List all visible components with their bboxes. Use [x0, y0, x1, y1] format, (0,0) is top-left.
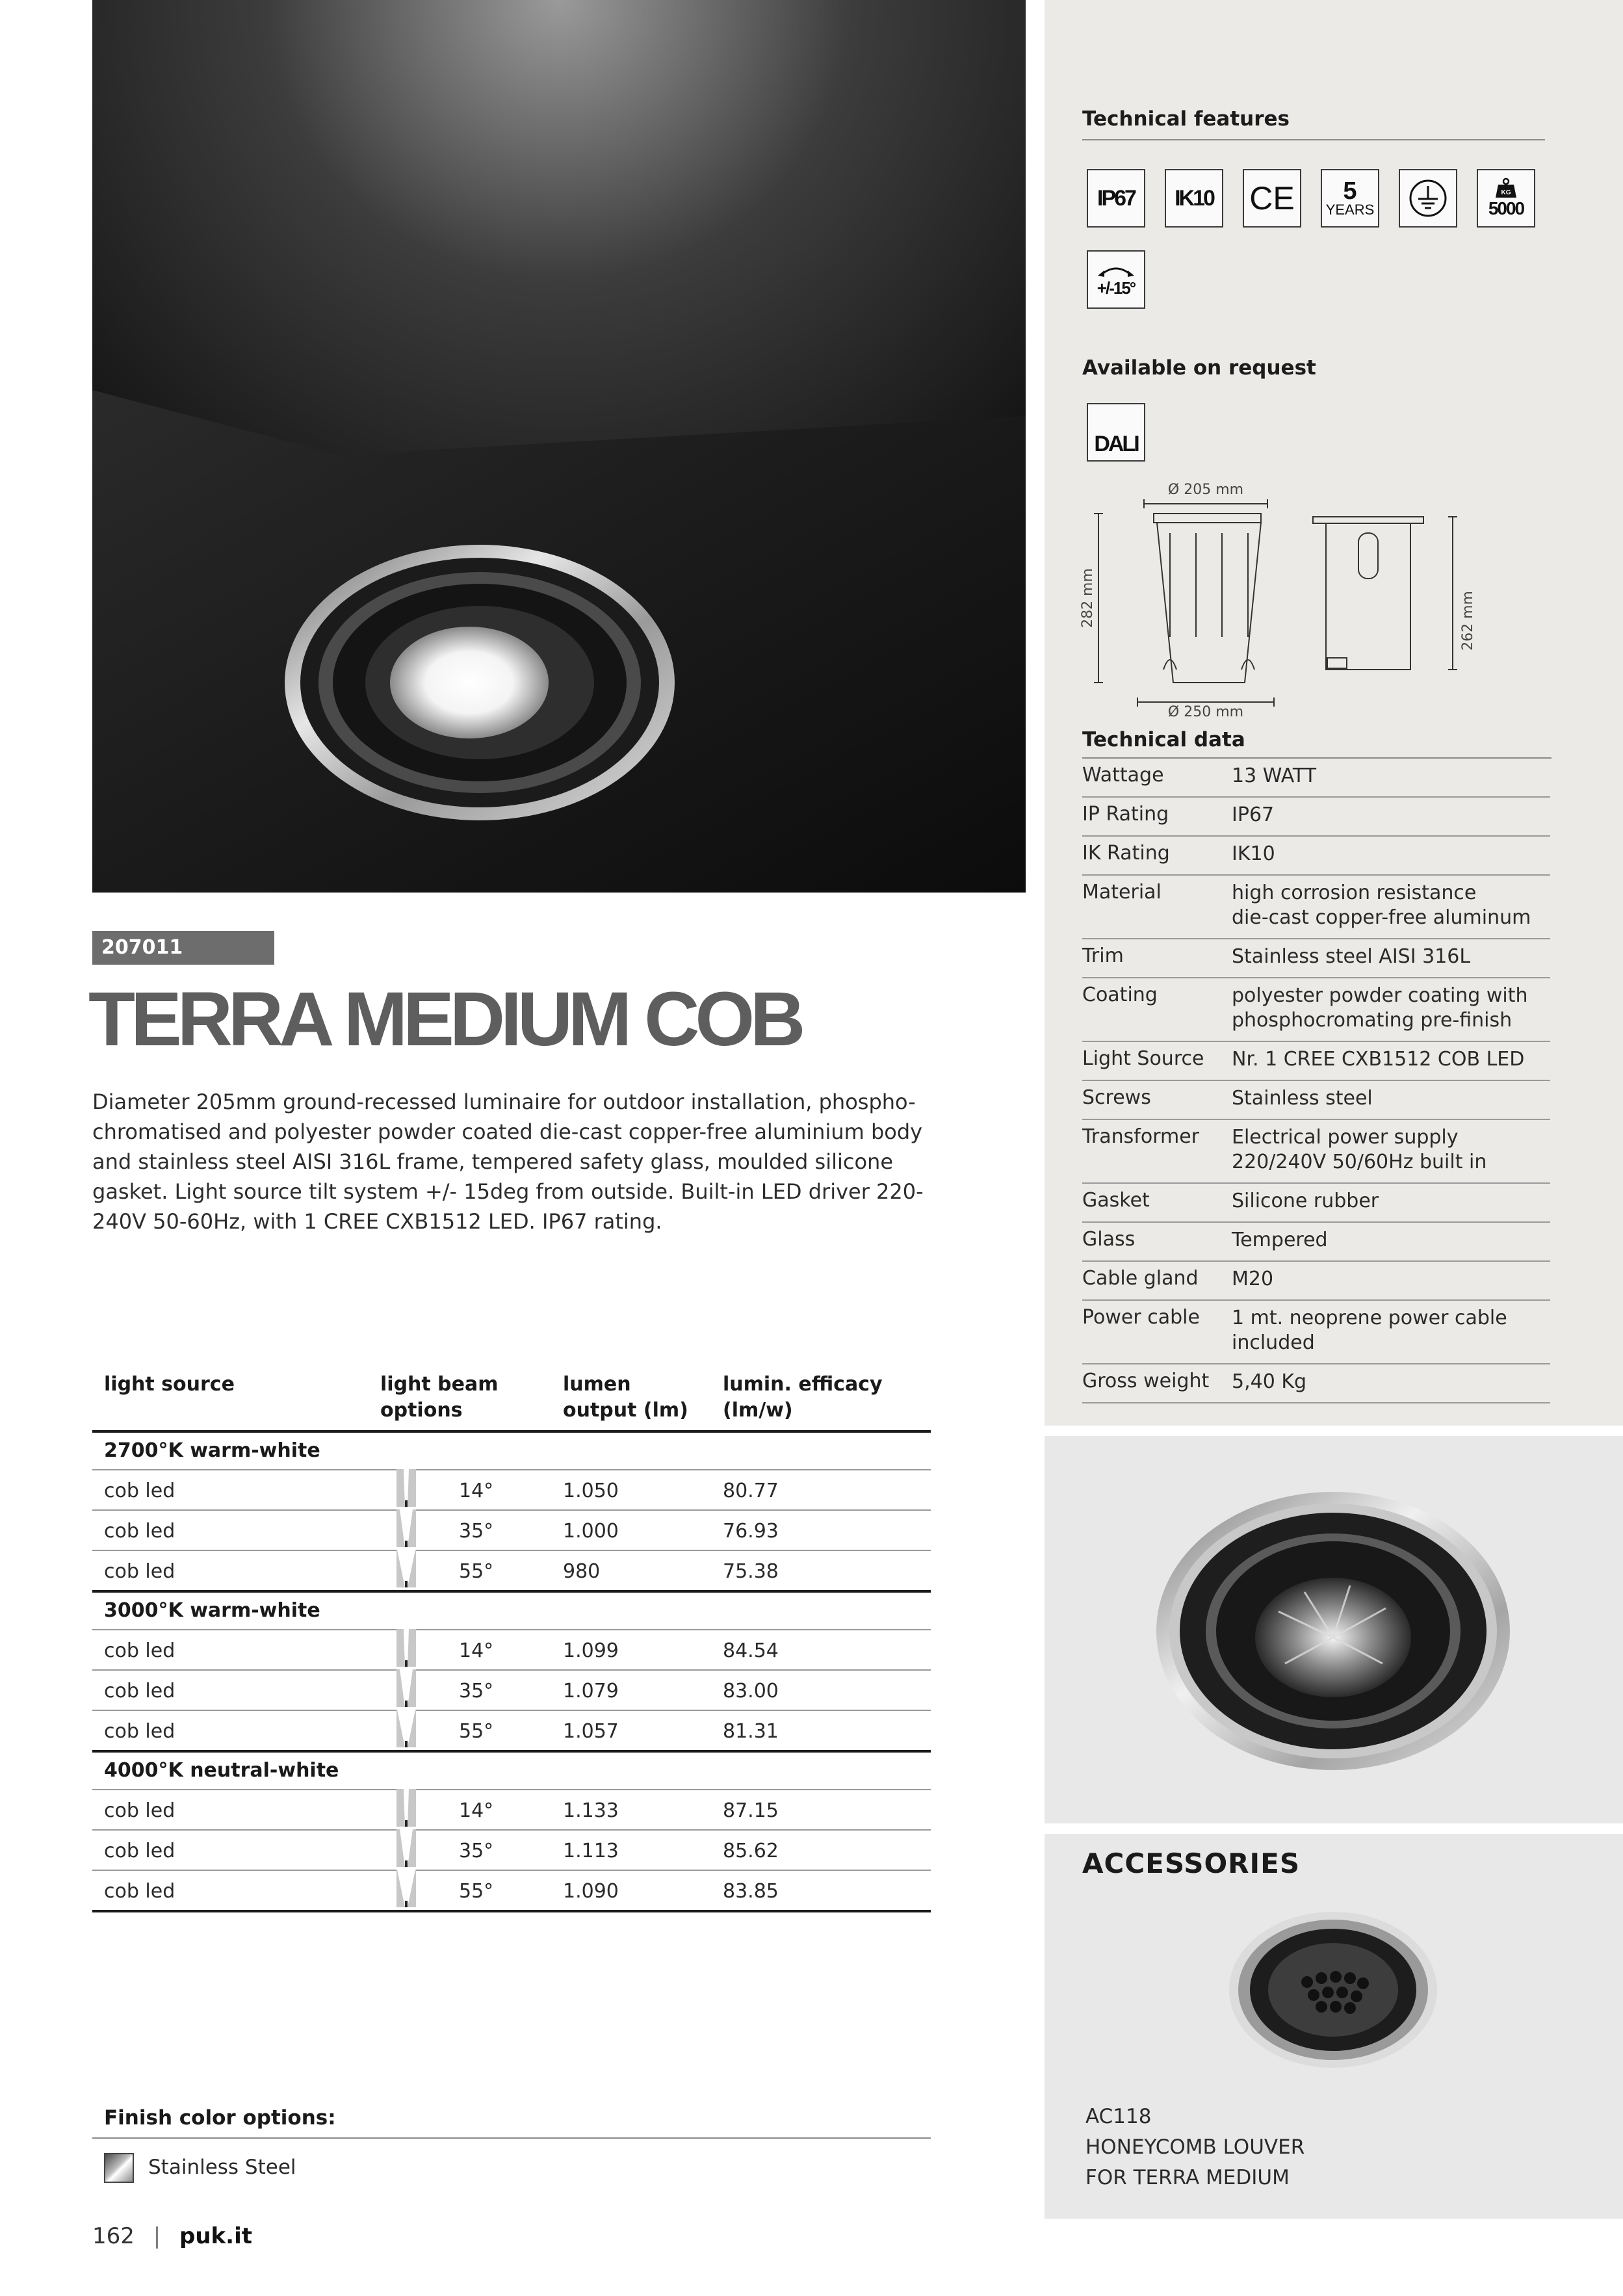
- row-rule: [92, 1829, 931, 1831]
- product-title: TERRA MEDIUM COB: [88, 976, 801, 1062]
- luminaire-closeup-photo: [1045, 1436, 1623, 1823]
- row-rule: [92, 1509, 931, 1511]
- row-beam-angle: 14°: [459, 1639, 494, 1662]
- tech-row-ip-rating: IP Rating IP67: [1082, 798, 1550, 837]
- row-rule: [92, 1669, 931, 1671]
- tech-row-ik-rating: IK Rating IK10: [1082, 837, 1550, 876]
- tech-row-glass: Glass Tempered: [1082, 1223, 1550, 1262]
- technical-features-title: Technical features: [1082, 107, 1290, 131]
- medium-beam-icon: [396, 1509, 416, 1547]
- accessories-title: ACCESSORIES: [1082, 1847, 1301, 1879]
- row-efficacy: 75.38: [723, 1560, 779, 1583]
- medium-beam-icon: [396, 1829, 416, 1867]
- row-light-source: cob led: [104, 1520, 175, 1543]
- tech-row-power-cable: Power cable 1 mt. neoprene power cable included: [1082, 1301, 1550, 1364]
- tech-row-material: Material high corrosion resistance die-cast copper-free aluminum: [1082, 876, 1550, 939]
- product-description: Diameter 205mm ground-recessed luminaire for outdoor installation, phospho-chromatised and polyester powder coated die-cast copper-free aluminium body and stainless steel AISI 316L frame, tempered safety glass, moulded silicone gasket. Light source tilt system +/- 15deg from outside. Built-in LED driver 220-240V 50-60Hz, with 1 CREE CXB1512 LED. IP67 rating.: [92, 1089, 924, 1234]
- tech-row-trim: Trim Stainless steel AISI 316L: [1082, 939, 1550, 978]
- ground-symbol-icon: [1399, 169, 1457, 228]
- height-left-label: 282 mm: [1080, 568, 1096, 628]
- header-light-source: light source: [104, 1373, 235, 1396]
- wide-beam-icon: [396, 1550, 416, 1587]
- row-light-source: cob led: [104, 1799, 175, 1822]
- divider: [92, 2137, 931, 2139]
- technical-data-title: Technical data: [1082, 728, 1245, 751]
- row-lumen-output: 1.079: [563, 1680, 619, 1702]
- accessories-panel: [1045, 1834, 1623, 2219]
- dali-badge: DALI: [1087, 403, 1145, 462]
- hero-photo: [92, 0, 1026, 893]
- row-beam-angle: 35°: [459, 1520, 494, 1543]
- row-light-source: cob led: [104, 1680, 175, 1702]
- color-temperature-group: 3000°K warm-white: [104, 1599, 320, 1622]
- row-rule: [92, 1590, 931, 1593]
- row-beam-angle: 55°: [459, 1880, 494, 1903]
- tech-row-transformer: Transformer Electrical power supply 220/240V 50/60Hz built in: [1082, 1120, 1550, 1184]
- group-rule: [92, 1469, 931, 1470]
- available-on-request-title: Available on request: [1082, 356, 1316, 380]
- row-lumen-output: 1.000: [563, 1520, 619, 1543]
- row-light-source: cob led: [104, 1639, 175, 1662]
- row-lumen-output: 1.133: [563, 1799, 619, 1822]
- row-beam-angle: 14°: [459, 1799, 494, 1822]
- narrow-beam-icon: [396, 1629, 416, 1667]
- honeycomb-louver-photo: [1045, 1834, 1623, 2219]
- row-lumen-output: 1.113: [563, 1840, 619, 1862]
- row-efficacy: 83.00: [723, 1680, 779, 1702]
- product-code-badge: 207011: [92, 931, 274, 965]
- technical-drawing: [1072, 475, 1488, 722]
- tech-row-light-source: Light Source Nr. 1 CREE CXB1512 COB LED: [1082, 1042, 1550, 1081]
- row-efficacy: 85.62: [723, 1840, 779, 1862]
- row-rule: [92, 1910, 931, 1912]
- tech-row-gross-weight: Gross weight 5,40 Kg: [1082, 1364, 1550, 1403]
- medium-beam-icon: [396, 1669, 416, 1707]
- narrow-beam-icon: [396, 1469, 416, 1507]
- bottom-diameter-label: Ø 250 mm: [1167, 704, 1244, 720]
- tilt-arrow-icon: [1097, 261, 1136, 278]
- accessory-code: AC118: [1085, 2105, 1152, 2128]
- row-efficacy: 84.54: [723, 1639, 779, 1662]
- footer: [92, 2223, 252, 2249]
- page-number: 162: [92, 2223, 135, 2249]
- row-light-source: cob led: [104, 1840, 175, 1862]
- tilt-badge: +/-15°: [1087, 250, 1145, 309]
- tech-row-wattage: Wattage 13 WATT: [1082, 759, 1550, 798]
- site-link[interactable]: puk.it: [179, 2223, 252, 2249]
- row-rule: [92, 1710, 931, 1711]
- row-efficacy: 87.15: [723, 1799, 779, 1822]
- row-lumen-output: 1.090: [563, 1880, 619, 1903]
- wide-beam-icon: [396, 1870, 416, 1907]
- tech-row-gasket: Gasket Silicone rubber: [1082, 1184, 1550, 1223]
- row-lumen-output: 980: [563, 1560, 601, 1583]
- row-efficacy: 76.93: [723, 1520, 779, 1543]
- accessory-name-detail: FOR TERRA MEDIUM: [1085, 2166, 1290, 2189]
- tech-row-cable-gland: Cable gland M20: [1082, 1262, 1550, 1301]
- row-beam-angle: 35°: [459, 1680, 494, 1702]
- row-rule: [92, 1870, 931, 1871]
- row-light-source: cob led: [104, 1560, 175, 1583]
- row-light-source: cob led: [104, 1720, 175, 1743]
- ip67-badge: IP67: [1087, 169, 1145, 228]
- header-lumen-output: lumen output (lm): [563, 1373, 688, 1422]
- color-temperature-group: 2700°K warm-white: [104, 1439, 320, 1462]
- header-light-beam: light beam options: [380, 1373, 499, 1422]
- finish-option-label: Stainless Steel: [148, 2156, 296, 2179]
- row-light-source: cob led: [104, 1480, 175, 1502]
- weight-kg-icon: KG 5000: [1477, 169, 1535, 228]
- top-diameter-label: Ø 205 mm: [1167, 482, 1244, 498]
- group-rule: [92, 1789, 931, 1790]
- row-lumen-output: 1.050: [563, 1480, 619, 1502]
- narrow-beam-icon: [396, 1789, 416, 1827]
- row-beam-angle: 55°: [459, 1720, 494, 1743]
- accessory-name: HONEYCOMB LOUVER: [1085, 2135, 1305, 2159]
- row-rule: [92, 1750, 931, 1753]
- luminaire-photo: [92, 0, 1026, 893]
- color-temperature-group: 4000°K neutral-white: [104, 1759, 339, 1782]
- group-rule: [92, 1629, 931, 1630]
- tech-row-screws: Screws Stainless steel: [1082, 1081, 1550, 1120]
- row-efficacy: 81.31: [723, 1720, 779, 1743]
- row-beam-angle: 14°: [459, 1480, 494, 1502]
- row-rule: [92, 1550, 931, 1551]
- row-efficacy: 83.85: [723, 1880, 779, 1903]
- ce-mark-badge: CE: [1243, 169, 1301, 228]
- tech-row-coating: Coating polyester powder coating with phosphocromating pre-finish: [1082, 978, 1550, 1042]
- wide-beam-icon: [396, 1710, 416, 1747]
- svg-text:KG: KG: [1501, 189, 1511, 196]
- height-right-label: 262 mm: [1460, 591, 1476, 651]
- warranty-badge: 5 YEARS: [1321, 169, 1379, 228]
- divider: [1082, 139, 1545, 140]
- row-efficacy: 80.77: [723, 1480, 779, 1502]
- stainless-steel-swatch[interactable]: [104, 2153, 134, 2183]
- header-efficacy: lumin. efficacy (lm/w): [723, 1373, 883, 1422]
- row-beam-angle: 35°: [459, 1840, 494, 1862]
- row-lumen-output: 1.099: [563, 1639, 619, 1662]
- product-closeup-panel: [1045, 1436, 1623, 1823]
- finish-title: Finish color options:: [104, 2106, 336, 2130]
- table-header-rule: [92, 1430, 931, 1433]
- row-beam-angle: 55°: [459, 1560, 494, 1583]
- footer-separator: |: [153, 2223, 161, 2249]
- row-lumen-output: 1.057: [563, 1720, 619, 1743]
- row-light-source: cob led: [104, 1880, 175, 1903]
- ik10-badge: IK10: [1165, 169, 1223, 228]
